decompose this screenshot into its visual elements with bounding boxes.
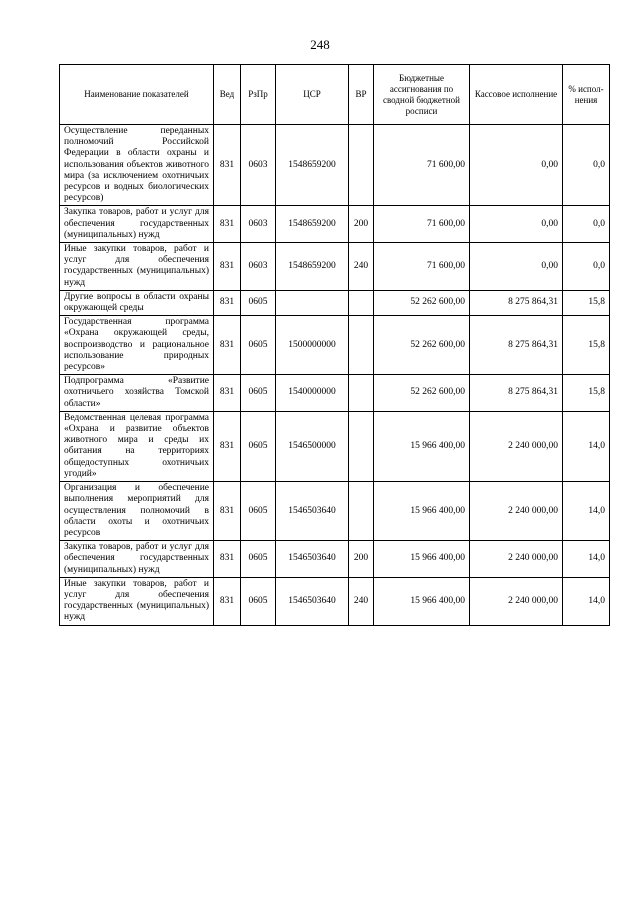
row-ved: 831 [214, 541, 241, 578]
row-name: Иные закупки товаров, работ и услуг для обеспечения государственных (муниципальных) нужд [60, 577, 214, 625]
table-header-row [60, 65, 610, 125]
row-percent: 0,0 [563, 243, 610, 291]
header-budget: Бюджетные ассигнования по сводной бюджетной росписи [374, 65, 470, 125]
row-cash: 0,00 [470, 243, 563, 291]
header-vr: ВР [349, 65, 374, 125]
row-name: Государственная программа «Охрана окружающей среды, воспроизводство и рациональное использование природных ресурсов» [60, 316, 214, 375]
table-row [60, 290, 610, 315]
row-cash: 8 275 864,31 [470, 375, 563, 412]
row-cash: 0,00 [470, 206, 563, 243]
row-csr: 1548659200 [276, 125, 349, 206]
row-cash: 8 275 864,31 [470, 290, 563, 315]
row-rzpr: 0603 [241, 206, 276, 243]
header-ved: Вед [214, 65, 241, 125]
header-cash: Кассовое исполнение [470, 65, 563, 125]
table-row [60, 411, 610, 481]
row-budget: 52 262 600,00 [374, 375, 470, 412]
row-cash: 0,00 [470, 125, 563, 206]
row-cash: 8 275 864,31 [470, 316, 563, 375]
row-cash: 2 240 000,00 [470, 541, 563, 578]
row-percent: 14,0 [563, 577, 610, 625]
row-name: Организация и обеспечение выполнения мероприятий для осуществления полномочий в области охоты и охотничьих ресурсов [60, 482, 214, 541]
row-name: Закупка товаров, работ и услуг для обеспечения государственных (муниципальных) нужд [60, 541, 214, 578]
row-budget: 15 966 400,00 [374, 411, 470, 481]
row-vr [349, 375, 374, 412]
budget-execution-table [59, 64, 610, 626]
row-percent: 15,8 [563, 316, 610, 375]
table-row [60, 482, 610, 541]
row-rzpr: 0605 [241, 541, 276, 578]
row-name: Закупка товаров, работ и услуг для обеспечения государственных (муниципальных) нужд [60, 206, 214, 243]
page-number: 248 [310, 37, 330, 52]
row-ved: 831 [214, 316, 241, 375]
row-rzpr: 0605 [241, 411, 276, 481]
row-name: Осуществление переданных полномочий Российской Федерации в области охраны и использования объектов животного мира (за исключением охотничьих ресурсов и водных биологических ресурсов) [60, 125, 214, 206]
row-ved: 831 [214, 411, 241, 481]
header-name: Наименование показателей [60, 65, 214, 125]
row-ved: 831 [214, 375, 241, 412]
row-rzpr: 0603 [241, 243, 276, 291]
row-ved: 831 [214, 243, 241, 291]
row-csr: 1548659200 [276, 206, 349, 243]
table-row [60, 375, 610, 412]
row-cash: 2 240 000,00 [470, 577, 563, 625]
row-cash: 2 240 000,00 [470, 411, 563, 481]
row-name: Иные закупки товаров, работ и услуг для обеспечения государственных (муниципальных) нужд [60, 243, 214, 291]
row-vr: 200 [349, 541, 374, 578]
row-name: Другие вопросы в области охраны окружающей среды [60, 290, 214, 315]
row-percent: 0,0 [563, 206, 610, 243]
table-row [60, 125, 610, 206]
row-vr: 240 [349, 577, 374, 625]
table-row [60, 206, 610, 243]
row-csr [276, 290, 349, 315]
row-csr: 1546503640 [276, 541, 349, 578]
table-row [60, 243, 610, 291]
header-percent: % испол-нения [563, 65, 610, 125]
row-percent: 0,0 [563, 125, 610, 206]
row-csr: 1500000000 [276, 316, 349, 375]
row-vr [349, 411, 374, 481]
row-vr [349, 316, 374, 375]
row-budget: 52 262 600,00 [374, 316, 470, 375]
row-cash: 2 240 000,00 [470, 482, 563, 541]
row-percent: 14,0 [563, 541, 610, 578]
row-ved: 831 [214, 577, 241, 625]
row-rzpr: 0605 [241, 482, 276, 541]
row-budget: 15 966 400,00 [374, 541, 470, 578]
row-vr: 240 [349, 243, 374, 291]
row-ved: 831 [214, 290, 241, 315]
header-csr: ЦСР [276, 65, 349, 125]
row-percent: 14,0 [563, 482, 610, 541]
row-ved: 831 [214, 482, 241, 541]
row-percent: 15,8 [563, 290, 610, 315]
row-budget: 15 966 400,00 [374, 482, 470, 541]
row-rzpr: 0605 [241, 290, 276, 315]
table-row [60, 316, 610, 375]
header-rzpr: РзПр [241, 65, 276, 125]
row-percent: 14,0 [563, 411, 610, 481]
row-ved: 831 [214, 206, 241, 243]
row-budget: 71 600,00 [374, 206, 470, 243]
table-row [60, 577, 610, 625]
table-row [60, 541, 610, 578]
row-rzpr: 0603 [241, 125, 276, 206]
row-vr [349, 482, 374, 541]
row-name: Ведомственная целевая программа «Охрана и развитие объектов животного мира и среды их обитания на территориях общедоступных охотничьих угодий» [60, 411, 214, 481]
row-csr: 1546503640 [276, 577, 349, 625]
row-vr [349, 125, 374, 206]
row-csr: 1548659200 [276, 243, 349, 291]
row-budget: 15 966 400,00 [374, 577, 470, 625]
row-rzpr: 0605 [241, 375, 276, 412]
row-rzpr: 0605 [241, 577, 276, 625]
row-ved: 831 [214, 125, 241, 206]
row-csr: 1546500000 [276, 411, 349, 481]
row-budget: 71 600,00 [374, 243, 470, 291]
row-percent: 15,8 [563, 375, 610, 412]
row-vr [349, 290, 374, 315]
row-vr: 200 [349, 206, 374, 243]
row-name: Подпрограмма «Развитие охотничьего хозяйства Томской области» [60, 375, 214, 412]
row-csr: 1546503640 [276, 482, 349, 541]
row-rzpr: 0605 [241, 316, 276, 375]
row-budget: 71 600,00 [374, 125, 470, 206]
row-budget: 52 262 600,00 [374, 290, 470, 315]
row-csr: 1540000000 [276, 375, 349, 412]
